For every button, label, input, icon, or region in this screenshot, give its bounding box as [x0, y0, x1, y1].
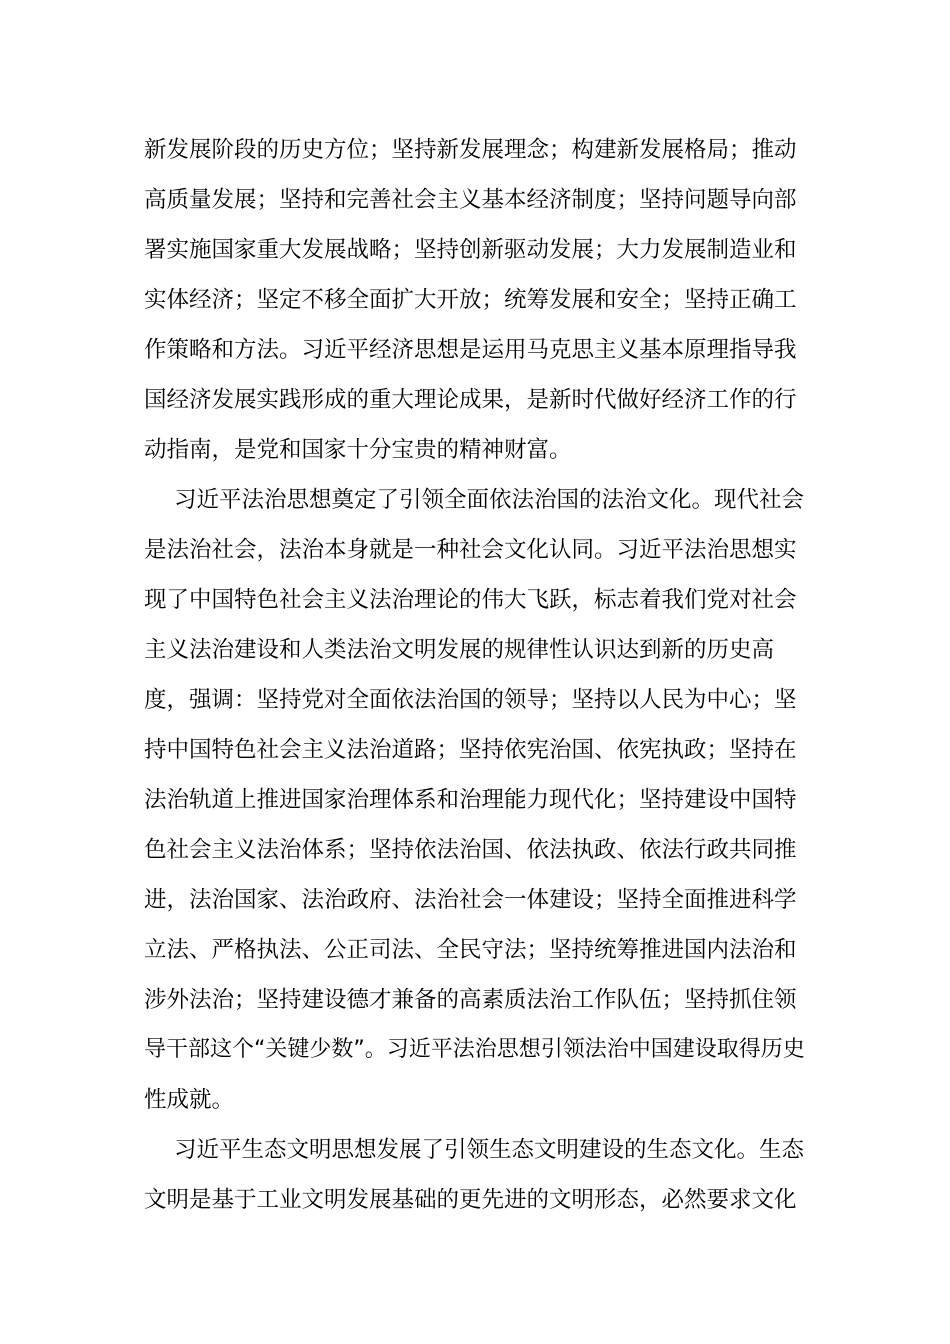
paragraph-economic-thought — [144, 125, 806, 475]
text-line: 作策略和方法。习近平经济思想是运用马克思主义基本原理指导我 — [144, 337, 797, 363]
text-line: 署实施国家重大发展战略；坚持创新驱动发展；大力发展制造业和 — [144, 237, 797, 263]
paragraph-rule-of-law-thought — [144, 475, 806, 1125]
text-line: 进，法治国家、法治政府、法治社会一体建设；坚持全面推进科学 — [144, 887, 797, 913]
text-line: 立法、严格执法、公正司法、全民守法；坚持统筹推进国内法治和 — [144, 937, 797, 963]
text-line: 色社会主义法治体系；坚持依法治国、依法执政、依法行政共同推 — [144, 837, 797, 863]
text-line: 新发展阶段的历史方位；坚持新发展理念；构建新发展格局；推动 — [144, 137, 797, 163]
text-line: 习近平生态文明思想发展了引领生态文明建设的生态文化。生态 — [174, 1137, 805, 1163]
text-line: 主义法治建设和人类法治文明发展的规律性认识达到新的历史高 — [144, 637, 775, 663]
text-line: 度，强调：坚持党对全面依法治国的领导；坚持以人民为中心；坚 — [144, 687, 797, 713]
text-line: 是法治社会，法治本身就是一种社会文化认同。习近平法治思想实 — [144, 537, 797, 563]
text-line: 文明是基于工业文明发展基础的更先进的文明形态，必然要求文化 — [144, 1187, 797, 1213]
text-line: 动指南，是党和国家十分宝贵的精神财富。 — [144, 437, 572, 463]
text-line: 现了中国特色社会主义法治理论的伟大飞跃，标志着我们党对社会 — [144, 587, 797, 613]
text-line: 国经济发展实践形成的重大理论成果，是新时代做好经济工作的行 — [144, 387, 797, 413]
text-line: 涉外法治；坚持建设德才兼备的高素质法治工作队伍；坚持抓住领 — [144, 987, 797, 1013]
text-line: 高质量发展；坚持和完善社会主义基本经济制度；坚持问题导向部 — [144, 187, 797, 213]
paragraph-ecological-thought — [144, 1125, 806, 1225]
text-line: 导干部这个“关键少数”。习近平法治思想引领法治中国建设取得历史 — [144, 1037, 805, 1062]
text-line: 持中国特色社会主义法治道路；坚持依宪治国、依宪执政；坚持在 — [144, 737, 797, 763]
document-body — [144, 125, 806, 1225]
text-line: 法治轨道上推进国家治理体系和治理能力现代化；坚持建设中国特 — [144, 787, 797, 813]
text-line: 习近平法治思想奠定了引领全面依法治国的法治文化。现代社会 — [174, 487, 805, 513]
text-line: 性成就。 — [144, 1087, 235, 1113]
text-line: 实体经济；坚定不移全面扩大开放；统筹发展和安全；坚持正确工 — [144, 287, 797, 313]
